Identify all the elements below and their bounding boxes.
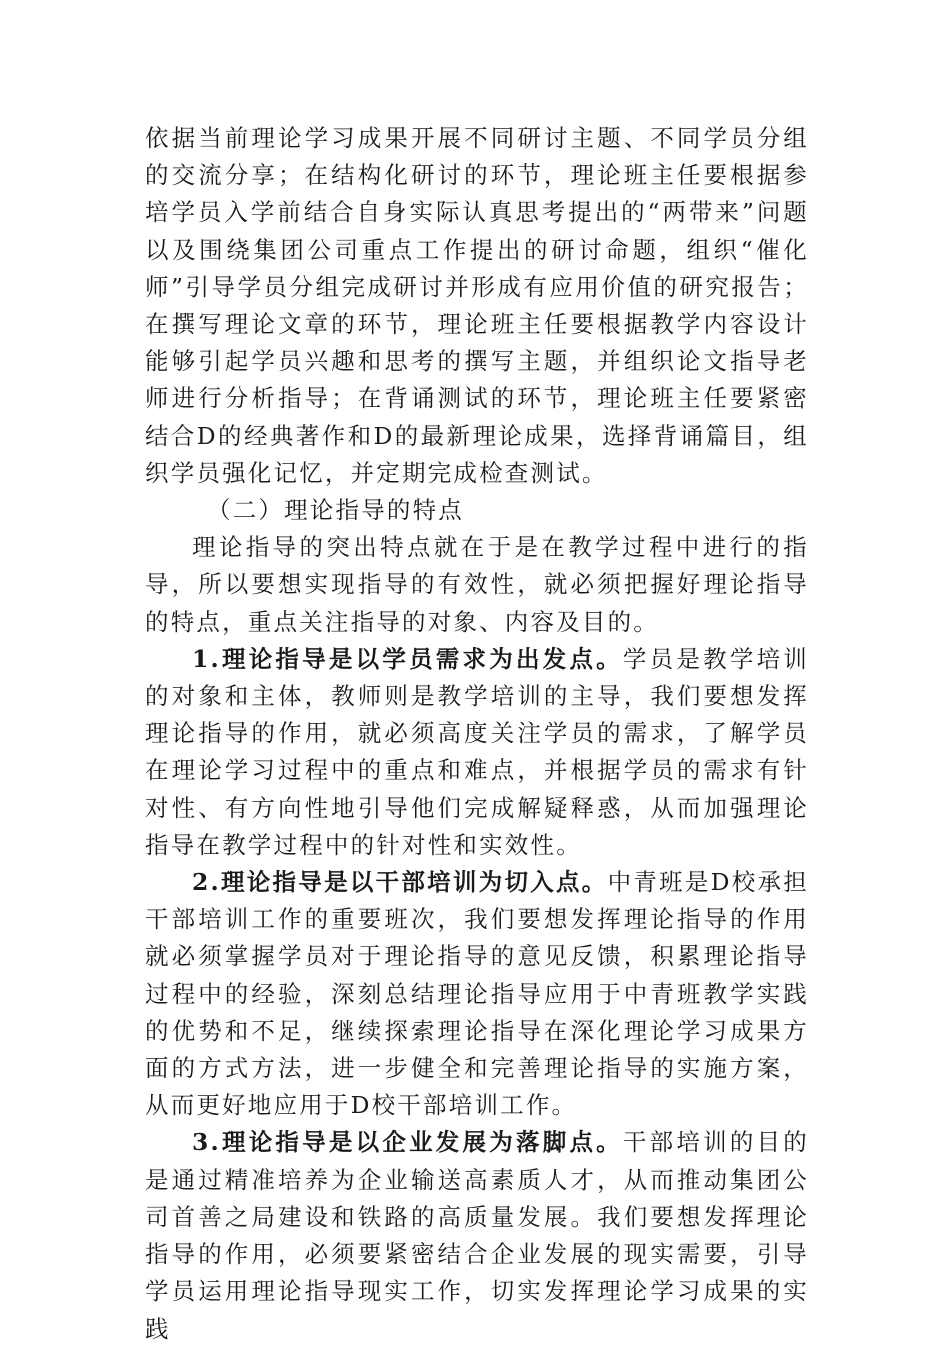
paragraph-intro: 依据当前理论学习成果开展不同研讨主题、不同学员分组的交流分享；在结构化研讨的环节，理论班主任要根据参培学员入学前结合自身实际认真思考提出的“两带来”问题以及围绕集团公司重点工作提出的研讨命题，组织“催化师”引导学员分组完成研讨并形成有应用价值的研究报告；在撰写理论文章的环节，理论班主任要根据教学内容设计能够引起学员兴趣和思考的撰写主题，并组织论文指导老师进行分析指导；在背诵测试的环节，理论班主任要紧密结合D的经典著作和D的最新理论成果，选择背诵篇目，组织学员强化记忆，并定期完成检查测试。 (145, 124, 809, 487)
point-1-body: 学员是教学培训的对象和主体，教师则是教学培训的主导，我们要想发挥理论指导的作用，就必须高度关注学员的需求，了解学员在理论学习过程中的重点和难点，并根据学员的需求有针对性、有方向性地引导他们完成解疑释惑，从而加强理论指导在教学过程中的针对性和实效性。 (145, 644, 810, 859)
point-1 (145, 641, 809, 864)
point-2-lead: 2.理论指导是以干部培训为切入点。 (192, 868, 608, 897)
point-3-lead: 3.理论指导是以企业发展为落脚点。 (192, 1128, 623, 1157)
point-3 (145, 1124, 809, 1347)
point-1-lead: 1.理论指导是以学员需求为出发点。 (192, 644, 623, 673)
paragraph-overview: 理论指导的突出特点就在于是在教学过程中进行的指导，所以要想实现指导的有效性，就必须把握好理论指导的特点，重点关注指导的对象、内容及目的。 (145, 533, 809, 636)
point-2-body: 中青班是D校承担干部培训工作的重要班次，我们要想发挥理论指导的作用就必须掌握学员对于理论指导的意见反馈，积累理论指导过程中的经验，深刻总结理论指导应用于中青班教学实践的优势和不足，继续探索理论指导在深化理论学习成果方面的方式方法，进一步健全和完善理论指导的实施方案，从而更好地应用于D校干部培训工作。 (145, 868, 809, 1120)
section-heading: （二）理论指导的特点 (207, 496, 464, 525)
point-2 (145, 864, 809, 1124)
document-page (145, 120, 809, 1348)
point-3-body: 干部培训的目的是通过精准培养为企业输送高素质人才，从而推动集团公司首善之局建设和铁路的高质量发展。我们要想发挥理论指导的作用，必须要紧密结合企业发展的现实需要，引导学员运用理论指导现实工作，切实发挥理论学习成果的实践 (145, 1128, 810, 1343)
